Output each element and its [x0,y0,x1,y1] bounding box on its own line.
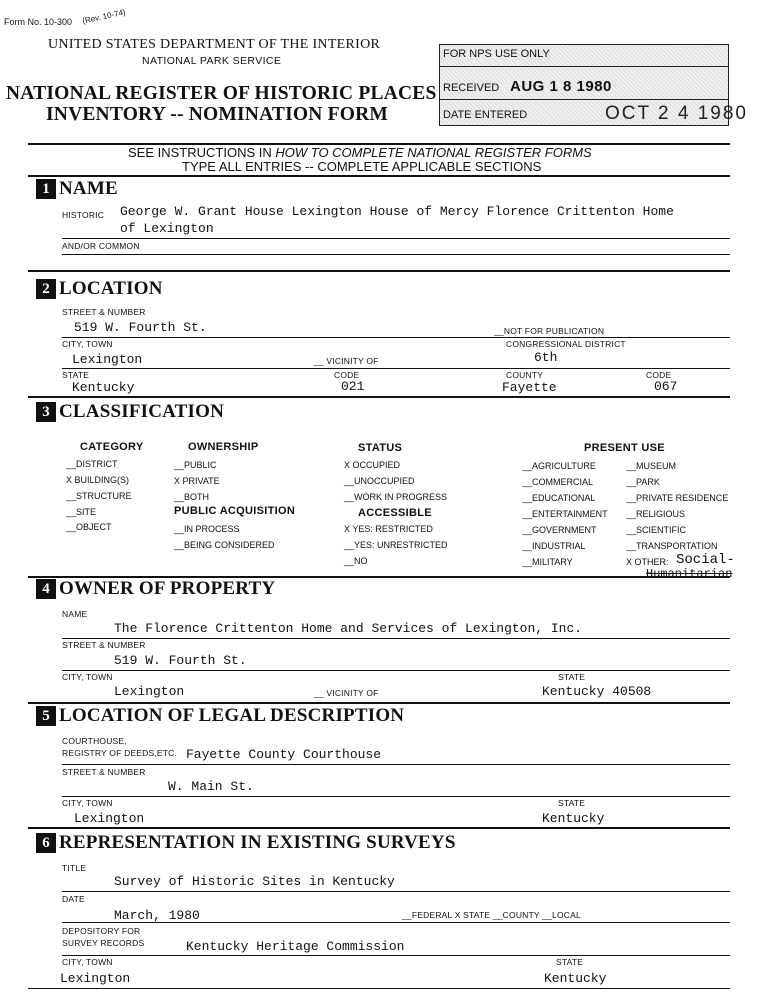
section-title: LOCATION [59,278,163,299]
use-entertainment: __ENTERTAINMENT [522,509,608,519]
category-structure: __STRUCTURE [66,491,132,501]
owner-name-label: NAME [62,609,88,619]
county-label: COUNTY [506,370,544,380]
section-4-header [36,578,275,600]
use-private-residence: __PRIVATE RESIDENCE [626,493,729,503]
section-title: LOCATION OF LEGAL DESCRIPTION [59,705,405,726]
section-number: 3 [36,402,56,422]
vicinity-of: __ VICINITY OF [314,356,379,366]
status-header: STATUS [358,442,403,454]
section-number: 5 [36,706,56,726]
category-header: CATEGORY [80,441,144,453]
not-for-publication: __NOT FOR PUBLICATION [494,326,605,336]
depository-value: Kentucky Heritage Commission [186,939,405,954]
received-stamp: AUG 1 8 1980 [510,78,612,95]
status-occupied: X OCCUPIED [344,460,401,470]
street-value: 519 W. Fourth St. [74,320,207,335]
congressional-district-value: 6th [534,350,558,365]
use-government: __GOVERNMENT [522,525,597,535]
date-entered-label: DATE ENTERED [443,109,528,121]
depository-city: Lexington [60,971,131,986]
accessible-unrestricted: __YES: UNRESTRICTED [344,540,448,550]
form-title-line1: NATIONAL REGISTER OF HISTORIC PLACES [6,83,437,104]
courthouse-value: Fayette County Courthouse [186,747,382,762]
acquisition-in-process: __IN PROCESS [174,524,240,534]
ownership-private: X PRIVATE [174,476,220,486]
legal-city-label: CITY, TOWN [62,798,113,808]
service-name: NATIONAL PARK SERVICE [142,55,282,67]
courthouse-label-line1: COURTHOUSE, [62,736,127,746]
city-label: CITY, TOWN [62,339,113,349]
section-number: 4 [36,579,56,599]
form-number: Form No. 10-300 [4,17,73,27]
section-5-header [36,705,404,727]
use-military: __MILITARY [522,557,573,567]
section-number: 6 [36,833,56,853]
ownership-public: __PUBLIC [174,460,217,470]
depository-label-line2: SURVEY RECORDS [62,938,145,948]
legal-street-label: STREET & NUMBER [62,767,146,777]
county-value: Fayette [502,380,557,395]
category-object: __OBJECT [66,522,112,532]
survey-title-label: TITLE [62,863,87,873]
depository-city-label: CITY, TOWN [62,957,113,967]
congressional-district-label: CONGRESSIONAL DISTRICT [506,339,626,349]
use-industrial: __INDUSTRIAL [522,541,586,551]
accessible-restricted: X YES: RESTRICTED [344,524,433,534]
use-museum: __MUSEUM [626,461,677,471]
section-title: NAME [59,178,118,199]
category-district: __DISTRICT [66,459,118,469]
code-label: CODE [334,370,360,380]
category-site: __SITE [66,507,97,517]
historic-name-cont: of Lexington [120,221,214,236]
status-unoccupied: __UNOCCUPIED [344,476,415,486]
present-use-header: PRESENT USE [584,442,665,454]
state-value: Kentucky [72,380,135,395]
section-title: OWNER OF PROPERTY [59,578,276,599]
use-commercial: __COMMERCIAL [522,477,594,487]
state-code: 021 [341,379,365,394]
section-3-header [36,401,224,423]
section-1-header [36,178,118,200]
county-code-label: CODE [646,370,672,380]
received-label: RECEIVED [443,82,500,94]
use-educational: __EDUCATIONAL [522,493,596,503]
department-name: UNITED STATES DEPARTMENT OF THE INTERIOR [48,37,381,52]
owner-name: The Florence Crittenton Home and Services of Lexington, Inc. [114,621,583,636]
survey-level-options: __FEDERAL X STATE __COUNTY __LOCAL [402,910,581,920]
street-label: STREET & NUMBER [62,307,146,317]
use-transportation: __TRANSPORTATION [626,541,718,551]
ownership-both: __BOTH [174,492,210,502]
state-label: STATE [62,370,90,380]
use-other-value: Social- [676,552,735,568]
section-title: CLASSIFICATION [59,401,225,422]
city-value: Lexington [72,352,143,367]
use-other-label: X OTHER: [626,557,669,567]
legal-street: W. Main St. [168,779,254,794]
form-title-line2: INVENTORY -- NOMINATION FORM [46,104,389,125]
section-2-header [36,278,163,300]
owner-state: Kentucky 40508 [542,684,652,699]
use-religious: __RELIGIOUS [626,509,686,519]
depository-state-label: STATE [556,957,584,967]
owner-street: 519 W. Fourth St. [114,653,247,668]
owner-city: Lexington [114,684,185,699]
use-scientific: __SCIENTIFIC [626,525,687,535]
nps-use-only-box [439,44,749,126]
survey-date: March, 1980 [114,908,200,923]
depository-state: Kentucky [544,971,607,986]
use-agriculture: __AGRICULTURE [522,461,596,471]
legal-state-label: STATE [558,798,586,808]
owner-city-label: CITY, TOWN [62,672,113,682]
owner-vicinity-of: __ VICINITY OF [314,688,379,698]
date-entered-stamp: OCT 2 4 1980 [605,103,749,124]
common-name-label: AND/OR COMMON [62,241,140,251]
owner-state-label: STATE [558,672,586,682]
survey-date-label: DATE [62,894,85,904]
survey-title: Survey of Historic Sites in Kentucky [114,874,395,889]
instructions-line1: SEE INSTRUCTIONS IN HOW TO COMPLETE NATIONAL REGISTER FORMS [128,145,592,160]
section-6-header [36,832,456,854]
section-title: REPRESENTATION IN EXISTING SURVEYS [59,832,456,853]
section-number: 2 [36,279,56,299]
courthouse-label-line2: REGISTRY OF DEEDS,ETC. [62,748,178,758]
acquisition-being-considered: __BEING CONSIDERED [174,540,275,550]
owner-street-label: STREET & NUMBER [62,640,146,650]
form-revision: (Rev. 10-74) [81,7,127,26]
public-acquisition-header: PUBLIC ACQUISITION [174,505,296,517]
historic-label: HISTORIC [62,210,105,220]
county-code: 067 [654,379,678,394]
depository-label-line1: DEPOSITORY FOR [62,926,141,936]
section-number: 1 [36,179,56,199]
status-work-in-progress: __WORK IN PROGRESS [344,492,448,502]
historic-name: George W. Grant House Lexington House of Mercy Florence Crittenton Home [120,204,674,219]
legal-city: Lexington [74,811,145,826]
accessible-header: ACCESSIBLE [358,507,432,519]
use-other-value-cont: Humanitarian [646,567,733,581]
nps-use-label: FOR NPS USE ONLY [443,48,550,60]
accessible-no: __NO [344,556,368,566]
instructions-line2: TYPE ALL ENTRIES -- COMPLETE APPLICABLE SECTIONS [182,159,542,174]
legal-state: Kentucky [542,811,605,826]
ownership-header: OWNERSHIP [188,441,259,453]
category-buildings: X BUILDING(S) [66,475,130,485]
use-park: __PARK [626,477,660,487]
